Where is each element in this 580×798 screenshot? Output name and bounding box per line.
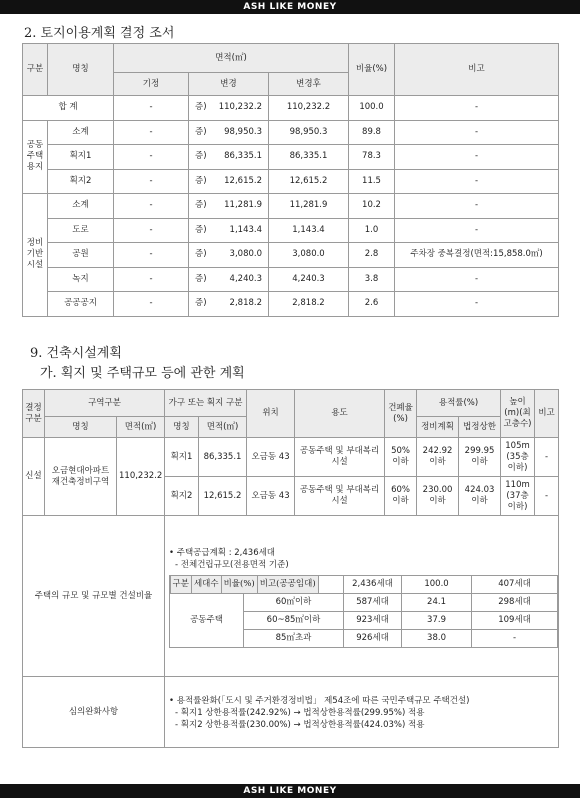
change-mark: 증) [195, 249, 207, 260]
change-value: 3,080.0 [229, 249, 262, 260]
change-value: 1,143.4 [229, 224, 262, 235]
header-far: 용적률(%) [417, 390, 501, 417]
cell-after: 11,281.9 [269, 194, 349, 219]
cell-name: 녹지 [48, 267, 114, 292]
housing-group-label: 공동주택 [170, 593, 244, 647]
group-label: 공동주택용지 [23, 120, 48, 194]
cell-change [189, 194, 269, 219]
relax-line-2: - 획지1 상한용적률(242.92%) → 법적상한용적률(299.95%) 적용 [175, 708, 425, 718]
change-mark: 증) [195, 102, 207, 113]
cell-change [189, 243, 269, 268]
cell-ratio: 89.8 [349, 120, 395, 145]
lot-area-cell: 86,335.1 [199, 438, 247, 477]
housing-note-1: • 주택공급계획 : 2,436세대 [169, 547, 276, 558]
change-value: 2,818.2 [229, 298, 262, 309]
header-note: 비고 [395, 44, 559, 96]
header-zone-name: 명칭 [45, 417, 117, 438]
cell-after: 4,240.3 [269, 267, 349, 292]
housing-size: 60㎡이하 [244, 593, 344, 611]
housing-note: 407세대 [472, 575, 558, 593]
header-location: 위치 [247, 390, 295, 438]
cell-note: 주차장 중복결정(면적:15,858.0㎡) [395, 243, 559, 268]
cell-note: - [395, 120, 559, 145]
use-cell: 공동주택 및 부대복리시설 [295, 477, 385, 516]
table-row [170, 593, 558, 611]
housing-header-units: 세대수 [191, 575, 221, 593]
change-mark: 증) [195, 200, 207, 211]
cell-ratio: 100.0 [349, 96, 395, 121]
zone-name-cell: 오금현대아파트 재건축정비구역 [45, 438, 117, 516]
cell-after: 3,080.0 [269, 243, 349, 268]
housing-note: 109세대 [472, 611, 558, 629]
cell-existing: - [114, 96, 189, 121]
cell-existing: - [114, 243, 189, 268]
location-cell: 오금동 43 [247, 477, 295, 516]
housing-ratio: 24.1 [402, 593, 472, 611]
table-row [23, 194, 559, 219]
header-change: 변경 [189, 73, 269, 96]
header-use: 용도 [295, 390, 385, 438]
cell-after: 12,615.2 [269, 169, 349, 194]
cell-change [189, 218, 269, 243]
table-row [23, 218, 559, 243]
cell-existing: - [114, 267, 189, 292]
header-lot-area: 면적(㎡) [199, 417, 247, 438]
header-lot-name: 명칭 [165, 417, 199, 438]
building-plan-table [22, 389, 559, 748]
top-banner: ASH LIKE MONEY [0, 0, 580, 14]
header-far-plan: 정비계획 [417, 417, 459, 438]
far-plan-cell: 230.00 이하 [417, 477, 459, 516]
cell-name: 획지1 [48, 145, 114, 170]
use-cell: 공동주택 및 부대복리시설 [295, 438, 385, 477]
group-label: 정비기반시설 [23, 194, 48, 317]
zone-area-cell: 110,232.2 [117, 438, 165, 516]
cell-existing: - [114, 120, 189, 145]
change-mark: 증) [195, 175, 207, 186]
change-mark: 증) [195, 298, 207, 309]
cell-name: 공공공지 [48, 292, 114, 317]
cell-change [189, 145, 269, 170]
cell-existing: - [114, 169, 189, 194]
table-row [23, 292, 559, 317]
housing-size-table [169, 575, 558, 648]
cell-change [189, 267, 269, 292]
header-after: 변경후 [269, 73, 349, 96]
coverage-cell: 50% 이하 [385, 438, 417, 477]
header-ratio: 비율(%) [349, 44, 395, 96]
housing-units: 923세대 [344, 611, 402, 629]
table-row [23, 267, 559, 292]
housing-ratio: 37.9 [402, 611, 472, 629]
decision-cell: 신설 [23, 438, 45, 516]
lot-name-cell: 획지1 [165, 438, 199, 477]
table-row [23, 145, 559, 170]
cell-after: 98,950.3 [269, 120, 349, 145]
header-note: 비고 [535, 390, 559, 438]
header-far-limit: 법정상한 [459, 417, 501, 438]
lot-name-cell: 획지2 [165, 477, 199, 516]
section9-title: 9. 건축시설계획 [30, 346, 122, 361]
cell-existing: - [114, 292, 189, 317]
header-coverage: 건폐율(%) [385, 390, 417, 438]
cell-after: 110,232.2 [269, 96, 349, 121]
housing-header-ratio: 비율(%) [221, 575, 257, 593]
change-value: 86,335.1 [224, 151, 262, 162]
location-cell: 오금동 43 [247, 438, 295, 477]
total-label: 합 계 [23, 96, 114, 121]
cell-name: 소계 [48, 120, 114, 145]
housing-note-2: - 전체건립규모(전용면적 기준) [175, 559, 289, 570]
header-name: 명칭 [48, 44, 114, 96]
cell-note: - [395, 96, 559, 121]
cell-note: - [395, 267, 559, 292]
cell-after: 1,143.4 [269, 218, 349, 243]
relax-label: 심의완화사항 [23, 677, 165, 748]
coverage-cell: 60% 이하 [385, 477, 417, 516]
cell-note: - [395, 218, 559, 243]
change-mark: 증) [195, 273, 207, 284]
housing-note: - [472, 629, 558, 647]
header-category: 구분 [23, 44, 48, 96]
cell-ratio: 78.3 [349, 145, 395, 170]
header-lot: 가구 또는 획지 구분 [165, 390, 247, 417]
cell-change [189, 96, 269, 121]
table-row [23, 120, 559, 145]
far-limit-cell: 299.95 이하 [459, 438, 501, 477]
cell-ratio: 10.2 [349, 194, 395, 219]
table-row [23, 169, 559, 194]
cell-ratio: 2.6 [349, 292, 395, 317]
cell-name: 공원 [48, 243, 114, 268]
housing-units: 926세대 [344, 629, 402, 647]
change-value: 110,232.2 [218, 102, 262, 113]
table-row [23, 243, 559, 268]
cell-existing: - [114, 218, 189, 243]
cell-change [189, 169, 269, 194]
change-value: 98,950.3 [224, 126, 262, 137]
section9a-title: 가. 획지 및 주택규모 등에 관한 계획 [40, 366, 245, 381]
header-height: 높이(m)(최고층수) [501, 390, 535, 438]
housing-ratio: 38.0 [402, 629, 472, 647]
change-mark: 증) [195, 151, 207, 162]
cell-note: - [395, 194, 559, 219]
table-row [23, 516, 559, 677]
land-use-table [22, 43, 559, 317]
housing-size: 60~85㎡이하 [244, 611, 344, 629]
header-area: 면적(㎡) [114, 44, 349, 73]
note-cell: - [535, 438, 559, 477]
far-plan-cell: 242.92 이하 [417, 438, 459, 477]
header-decision: 결정구분 [23, 390, 45, 438]
cell-name: 소계 [48, 194, 114, 219]
cell-existing: - [114, 194, 189, 219]
housing-header-note: 비고(공공임대) [257, 575, 318, 593]
relax-content [165, 677, 559, 748]
bottom-banner: ASH LIKE MONEY [0, 784, 580, 798]
cell-ratio: 2.8 [349, 243, 395, 268]
header-zone: 구역구분 [45, 390, 165, 417]
housing-header-category: 구분 [170, 575, 191, 593]
change-value: 4,240.3 [229, 273, 262, 284]
housing-label: 주택의 규모 및 규모별 건설비율 [23, 516, 165, 677]
housing-note: 298세대 [472, 593, 558, 611]
cell-change [189, 120, 269, 145]
table-row [23, 677, 559, 748]
cell-name: 도로 [48, 218, 114, 243]
cell-after: 2,818.2 [269, 292, 349, 317]
cell-change [189, 292, 269, 317]
header-zone-area: 면적(㎡) [117, 417, 165, 438]
cell-note: - [395, 145, 559, 170]
housing-ratio: 100.0 [402, 575, 472, 593]
cell-note: - [395, 292, 559, 317]
change-mark: 증) [195, 224, 207, 235]
housing-units: 587세대 [344, 593, 402, 611]
housing-size: 85㎡초과 [244, 629, 344, 647]
cell-after: 86,335.1 [269, 145, 349, 170]
change-mark: 증) [195, 126, 207, 137]
header-existing: 기정 [114, 73, 189, 96]
table-row [23, 96, 559, 121]
lot-area-cell: 12,615.2 [199, 477, 247, 516]
housing-units: 2,436세대 [344, 575, 402, 593]
far-limit-cell: 424.03 이하 [459, 477, 501, 516]
change-value: 11,281.9 [224, 200, 262, 211]
change-value: 12,615.2 [224, 175, 262, 186]
height-cell: 110m (37층 이하) [501, 477, 535, 516]
cell-ratio: 11.5 [349, 169, 395, 194]
relax-line-1: • 용적률완화(「도시 및 주거환경정비법」 제54조에 따른 국민주택규모 주택건설) [169, 696, 470, 706]
relax-line-3: - 획지2 상한용적률(230.00%) → 법적상한용적률(424.03%) 적용 [175, 720, 425, 730]
section2-title: 2. 토지이용계획 결정 조서 [24, 26, 175, 41]
cell-name: 획지2 [48, 169, 114, 194]
cell-ratio: 1.0 [349, 218, 395, 243]
housing-plan-cell [165, 516, 559, 677]
cell-existing: - [114, 145, 189, 170]
cell-ratio: 3.8 [349, 267, 395, 292]
cell-note: - [395, 169, 559, 194]
table-row [23, 438, 559, 477]
height-cell: 105m (35층 이하) [501, 438, 535, 477]
note-cell: - [535, 477, 559, 516]
